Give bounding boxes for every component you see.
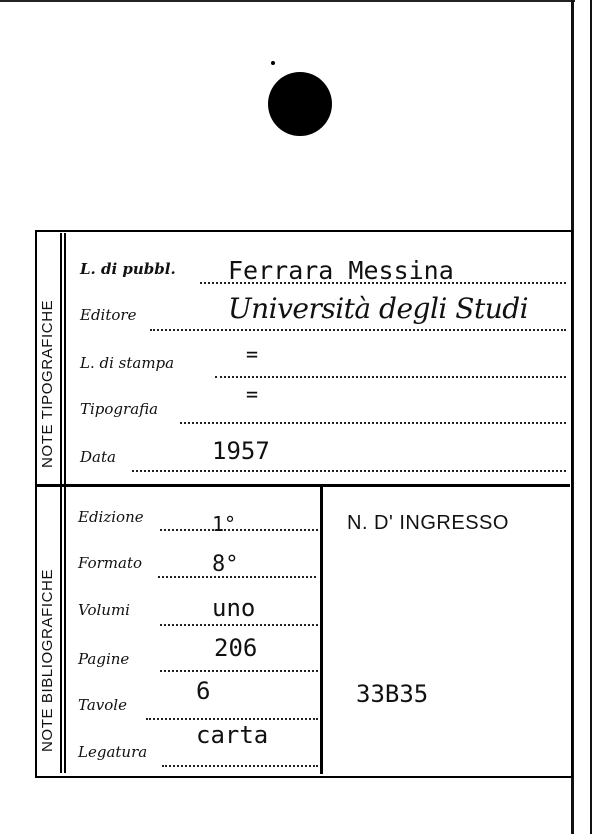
dotted-line-edizione <box>160 529 318 531</box>
label-legatura: Legatura <box>78 743 148 761</box>
label-tavole: Tavole <box>78 696 127 714</box>
label-pagine: Pagine <box>78 650 130 668</box>
dotted-line-legatura <box>162 765 318 767</box>
dotted-line-data <box>132 470 566 472</box>
value-pagine: 206 <box>214 634 258 662</box>
header-column-divider-2 <box>64 233 66 773</box>
value-edizione: 1° <box>212 512 237 536</box>
ingresso-divider <box>320 487 323 774</box>
value-editore: Università degli Studi <box>228 292 529 325</box>
small-mark <box>271 61 275 65</box>
value-luogo-pubblicazione: Ferrara Messina <box>228 256 454 285</box>
dotted-line-volumi <box>160 624 318 626</box>
value-legatura: carta <box>196 721 269 749</box>
header-column-divider <box>60 233 62 773</box>
value-data: 1957 <box>212 437 270 465</box>
label-luogo-stampa: L. di stampa <box>80 354 175 372</box>
label-edizione: Edizione <box>78 508 144 526</box>
dotted-line-tavole <box>146 718 318 720</box>
label-volumi: Volumi <box>78 601 130 619</box>
label-data: Data <box>80 448 116 466</box>
value-tipografia: = <box>246 382 259 406</box>
value-formato: 8° <box>212 552 239 577</box>
bibliografiche-header: NOTE BIBLIOGRAFICHE <box>39 568 56 752</box>
dotted-line-stampa <box>215 376 566 378</box>
ingresso-number: 33B35 <box>356 680 429 708</box>
ingresso-label: N. D' INGRESSO <box>347 512 509 534</box>
label-luogo-pubblicazione: L. di pubbl. <box>80 260 176 278</box>
tipografiche-header: NOTE TIPOGRAFICHE <box>39 299 56 468</box>
section-divider <box>36 484 570 487</box>
value-luogo-stampa: = <box>246 342 259 366</box>
dotted-line-editore <box>150 329 566 331</box>
label-tipografia: Tipografia <box>80 400 159 418</box>
card-top-edge <box>0 0 575 2</box>
label-editore: Editore <box>80 306 137 324</box>
dotted-line-tipografia <box>180 422 566 424</box>
value-volumi: uno <box>212 594 256 622</box>
value-tavole: 6 <box>196 677 211 705</box>
dotted-line-pagine <box>160 670 318 672</box>
card-right-edge-outer <box>590 0 592 834</box>
punch-hole <box>268 72 332 136</box>
label-formato: Formato <box>78 554 143 572</box>
